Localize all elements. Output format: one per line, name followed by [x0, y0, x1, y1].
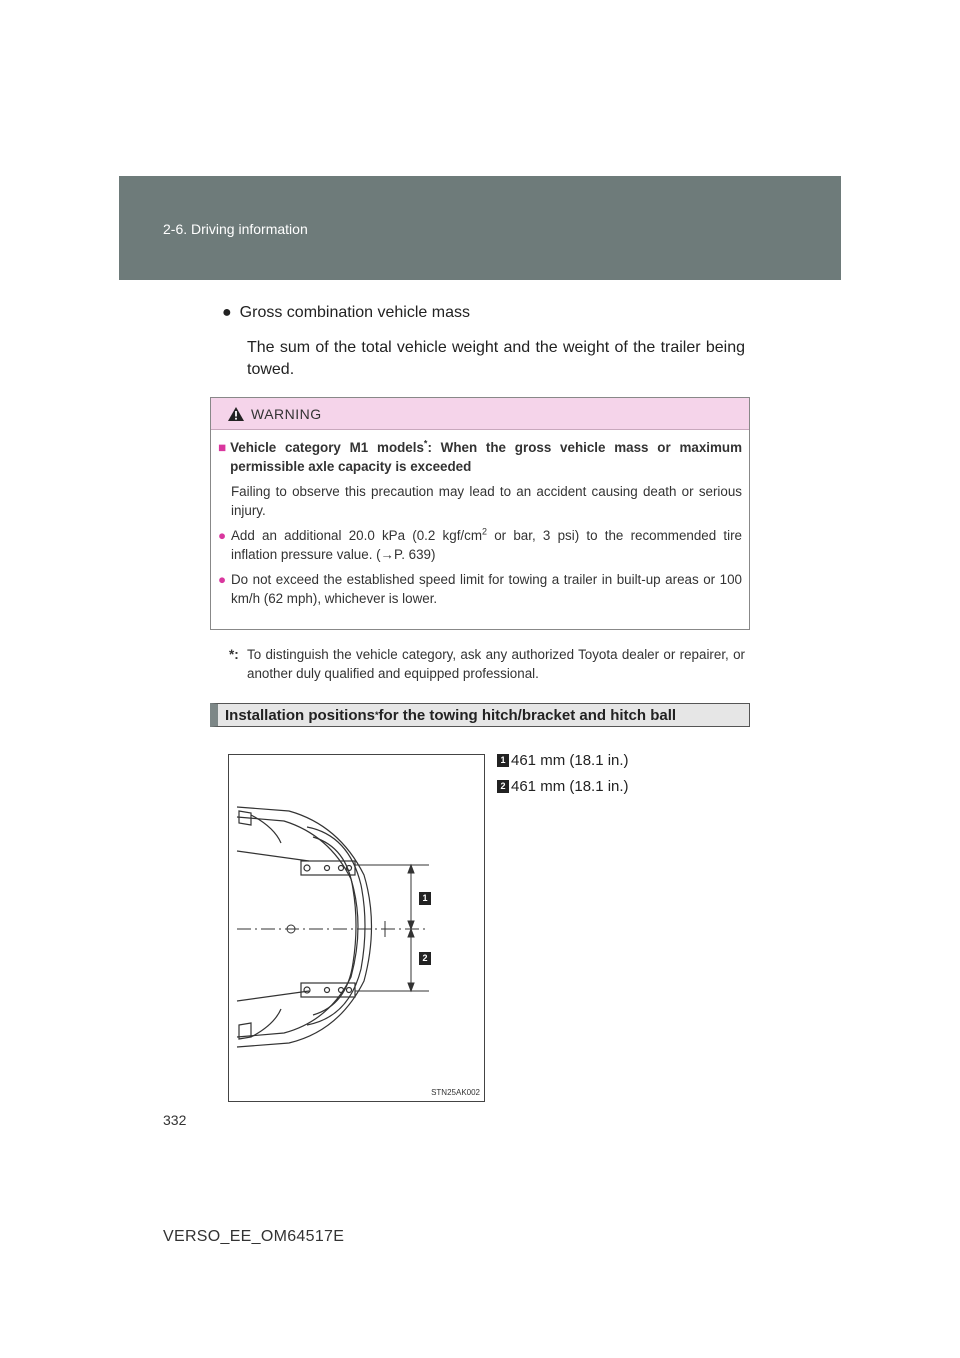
section-heading-text: Installation positions	[225, 706, 376, 724]
intro-bullet	[222, 304, 470, 322]
warning-bullet-2-text: Do not exceed the established speed limit for towing a trailer in built-up areas or 100 km/h (62 mph), whichever is lower.	[231, 572, 742, 606]
warning-subhead-text: Vehicle category M1 models	[230, 440, 424, 455]
warning-subhead-asterisk: *	[423, 438, 428, 449]
warning-triangle-icon	[227, 406, 245, 422]
warning-paragraph: Failing to observe this precaution may lead to an accident causing death or serious injury.	[231, 484, 742, 518]
callout-1: 1	[422, 893, 428, 903]
bullet-dot-icon: ●	[222, 304, 232, 321]
section-heading: Installation positions * for the towing hitch/bracket and hitch ball	[210, 703, 750, 727]
intro-paragraph: The sum of the total vehicle weight and the weight of the trailer being towed.	[247, 339, 745, 378]
warning-body	[211, 430, 749, 608]
superscript: 2	[482, 526, 488, 537]
legend-item	[497, 752, 629, 769]
legend-item	[497, 778, 629, 795]
warning-header	[211, 398, 749, 430]
warning-bullet-1-text: Add an additional 20.0 kPa (0.2 kgf/cm	[231, 528, 482, 543]
section-title: 2-6. Driving information	[163, 221, 308, 237]
square-bullet-icon: ■	[218, 440, 227, 455]
footnote-text: To distinguish the vehicle category, ask any authorized Toyota dealer or repairer, or another duly qualified and equipped professional.	[247, 647, 745, 681]
legend-text: 461 mm (18.1 in.)	[511, 752, 629, 769]
warning-bullet-2	[218, 570, 742, 608]
document-code: VERSO_EE_OM64517E	[163, 1228, 345, 1245]
figure-code: STN25AK002	[431, 1088, 480, 1097]
bullet-dot-icon: ●	[218, 528, 227, 543]
warning-label: WARNING	[251, 405, 322, 422]
legend-text: 461 mm (18.1 in.)	[511, 778, 629, 795]
hitch-position-figure	[228, 754, 485, 1102]
vehicle-rear-diagram	[229, 755, 486, 1103]
legend-number: 2	[497, 780, 509, 793]
warning-subhead	[218, 438, 742, 476]
section-heading-rest: for the towing hitch/bracket and hitch ball	[378, 706, 677, 724]
bullet-dot-icon: ●	[218, 572, 227, 587]
warning-box	[210, 397, 750, 630]
warning-bullet-1-rest: or bar, 3 psi) to the recommended tire inflation pressure value. (→P. 639)	[231, 528, 742, 562]
footnote-mark: *:	[229, 647, 239, 662]
page-number: 332	[163, 1112, 187, 1128]
intro-bullet-text: Gross combination vehicle mass	[239, 304, 470, 321]
warning-bullet-1	[218, 526, 742, 564]
legend-number: 1	[497, 754, 509, 767]
warning-subhead-rest: : When the gross vehicle mass or maximum permissible axle capacity is exceeded	[230, 440, 742, 474]
footnote	[229, 645, 745, 683]
callout-2: 2	[422, 953, 428, 963]
